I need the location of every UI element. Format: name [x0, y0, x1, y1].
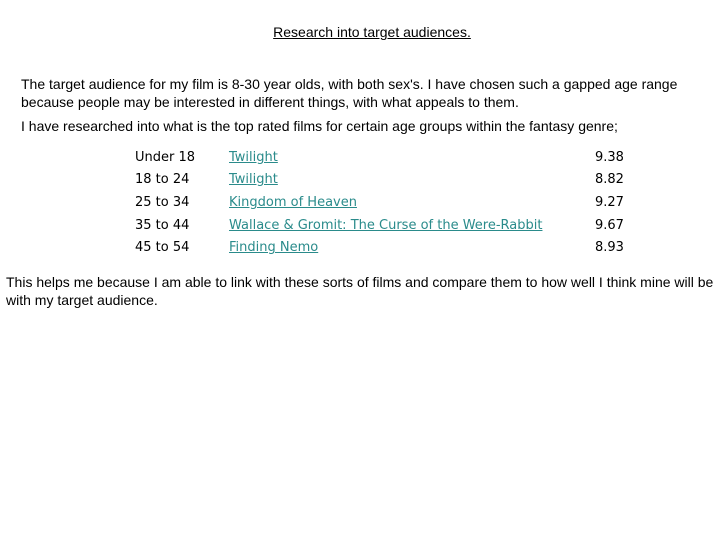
film-link-wallace-gromit[interactable]: Wallace & Gromit: The Curse of the Were-Rabbit [229, 217, 543, 233]
age-group-cell: 25 to 34 [135, 194, 190, 210]
conclusion-paragraph: This helps me because I am able to link with these sorts of films and compare them to how well I think mine will be with my target audience. [6, 274, 714, 308]
rating-cell: 8.82 [595, 172, 624, 188]
film-link-twilight-2[interactable]: Twilight [229, 172, 278, 188]
age-group-cell: Under 18 [135, 149, 196, 165]
research-note-paragraph: I have researched into what is the top rated films for certain age groups within the fantasy genre; [21, 118, 618, 134]
table-row [135, 214, 645, 237]
age-group-cell: 35 to 44 [135, 217, 190, 233]
rating-cell: 8.93 [595, 240, 624, 256]
age-group-cell: 18 to 24 [135, 172, 190, 188]
film-link-twilight[interactable]: Twilight [229, 149, 278, 165]
film-link-kingdom-of-heaven[interactable]: Kingdom of Heaven [229, 194, 357, 210]
age-group-cell: 45 to 54 [135, 240, 190, 256]
page-title: Research into target audiences. [273, 24, 471, 40]
table-row [135, 169, 645, 192]
table-row [135, 146, 645, 169]
rating-cell: 9.27 [595, 194, 624, 210]
rating-cell: 9.67 [595, 217, 624, 233]
table-row [135, 191, 645, 214]
table-row [135, 236, 645, 259]
films-table [135, 146, 645, 259]
rating-cell: 9.38 [595, 149, 624, 165]
film-link-finding-nemo[interactable]: Finding Nemo [229, 240, 319, 256]
intro-paragraph: The target audience for my film is 8-30 year olds, with both sex's. I have chosen such a gapped age range because people may be interested in different things, with what appeals to them. [21, 76, 678, 110]
